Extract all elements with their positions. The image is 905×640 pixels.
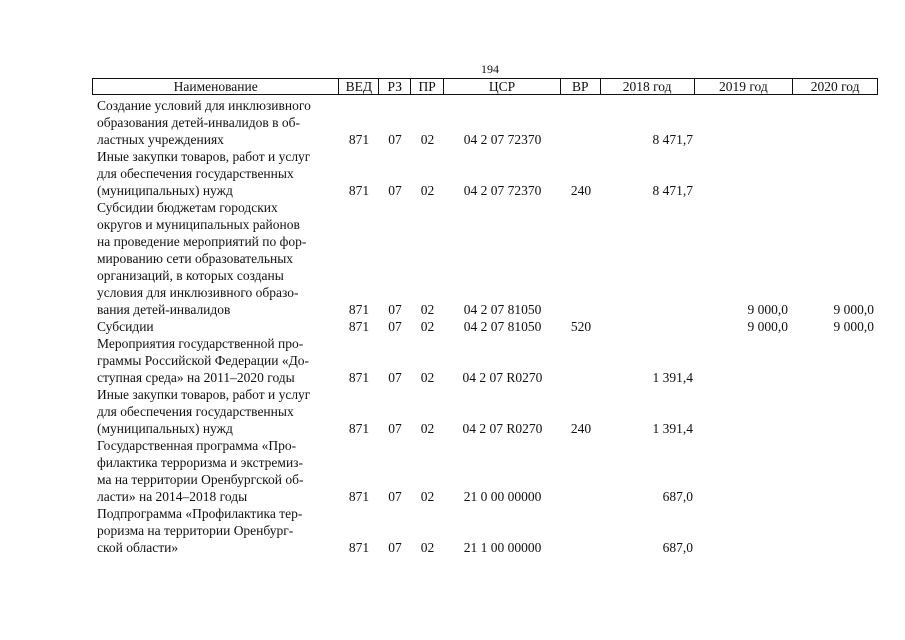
table-row xyxy=(92,505,878,556)
table-row xyxy=(92,199,878,318)
row-rz: 07 xyxy=(388,319,402,334)
row-ved: 871 xyxy=(348,489,370,504)
row-csr: 04 2 07 R0270 xyxy=(462,370,543,385)
row-name: Субсидии бюджетам городских округов и муниципальных районов на проведение мероприятий по фор- мированию сети образовательных организаций, в которых созданы условия для инклюзивного образо- вания детей-инвалидов xyxy=(97,200,307,317)
row-rz: 07 xyxy=(388,540,402,555)
header-ved: ВЕД xyxy=(339,79,379,94)
row-name: Создание условий для инклюзивного образования детей-инвалидов в об- ластных учреждениях xyxy=(97,98,311,147)
header-2020: 2020 год xyxy=(810,79,860,94)
row-csr: 21 1 00 00000 xyxy=(463,540,542,555)
row-rz: 07 xyxy=(388,132,402,147)
row-pr: 02 xyxy=(420,302,435,317)
row-rz: 07 xyxy=(388,421,402,436)
row-name: Подпрограмма «Профилактика тер- роризма на территории Оренбург- ской области» xyxy=(97,506,303,555)
header-2019: 2019 год xyxy=(695,79,794,94)
row-ved: 871 xyxy=(348,319,370,334)
row-rz: 07 xyxy=(388,489,402,504)
row-ved: 871 xyxy=(348,370,370,385)
row-vr: 240 xyxy=(570,421,592,436)
row-2019: 9 000,0 xyxy=(747,302,788,317)
row-pr: 02 xyxy=(420,489,435,504)
header-vr: ВР xyxy=(561,79,601,94)
row-name: Мероприятия государственной про- граммы Российской Федерации «До- ступная среда» на 2011–2020 годы xyxy=(97,336,310,385)
row-rz: 07 xyxy=(388,370,402,385)
row-rz: 07 xyxy=(388,302,402,317)
table-row xyxy=(92,437,878,505)
row-ved: 871 xyxy=(348,421,370,436)
row-2020: 9 000,0 xyxy=(833,319,874,334)
row-pr: 02 xyxy=(420,540,435,555)
header-2018: 2018 год xyxy=(601,79,695,94)
row-ved: 871 xyxy=(348,540,370,555)
row-2020: 9 000,0 xyxy=(833,302,874,317)
header-name: Наименование xyxy=(93,79,339,94)
row-2018: 8 471,7 xyxy=(652,183,693,198)
table-body xyxy=(92,97,878,556)
row-name: Иные закупки товаров, работ и услуг для обеспечения государственных (муниципальных) нужд xyxy=(97,387,311,436)
row-name: Государственная программа «Про- филактика терроризма и экстремиз- ма на территории Оренбургской об- ласти» на 2014–2018 годы xyxy=(97,438,304,504)
row-2018: 1 391,4 xyxy=(652,370,693,385)
header-pr: ПР xyxy=(411,79,444,94)
row-pr: 02 xyxy=(420,183,435,198)
table-row xyxy=(92,97,878,148)
row-csr: 21 0 00 00000 xyxy=(463,489,542,504)
header-csr: ЦСР xyxy=(444,79,561,94)
table-row xyxy=(92,318,878,335)
row-vr: 520 xyxy=(570,319,592,334)
row-csr: 04 2 07 72370 xyxy=(463,132,542,147)
row-name: Иные закупки товаров, работ и услуг для обеспечения государственных (муниципальных) нужд xyxy=(97,149,311,198)
row-csr: 04 2 07 81050 xyxy=(463,302,542,317)
row-pr: 02 xyxy=(420,421,435,436)
table-row xyxy=(92,386,878,437)
row-csr: 04 2 07 81050 xyxy=(463,319,542,334)
table-row xyxy=(92,148,878,199)
table-header xyxy=(92,78,878,95)
row-csr: 04 2 07 R0270 xyxy=(462,421,543,436)
table-row xyxy=(92,335,878,386)
row-2018: 687,0 xyxy=(662,489,693,504)
row-vr: 240 xyxy=(570,183,592,198)
row-2018: 8 471,7 xyxy=(652,132,693,147)
row-rz: 07 xyxy=(388,183,402,198)
row-name: Субсидии xyxy=(97,319,154,334)
row-ved: 871 xyxy=(348,302,370,317)
row-csr: 04 2 07 72370 xyxy=(463,183,542,198)
row-ved: 871 xyxy=(348,183,370,198)
row-2019: 9 000,0 xyxy=(747,319,788,334)
row-pr: 02 xyxy=(420,370,435,385)
row-pr: 02 xyxy=(420,132,435,147)
row-2018: 687,0 xyxy=(662,540,693,555)
row-2018: 1 391,4 xyxy=(652,421,693,436)
row-ved: 871 xyxy=(348,132,370,147)
page-number: 194 xyxy=(481,62,499,76)
header-rz: РЗ xyxy=(379,79,411,94)
row-pr: 02 xyxy=(420,319,435,334)
